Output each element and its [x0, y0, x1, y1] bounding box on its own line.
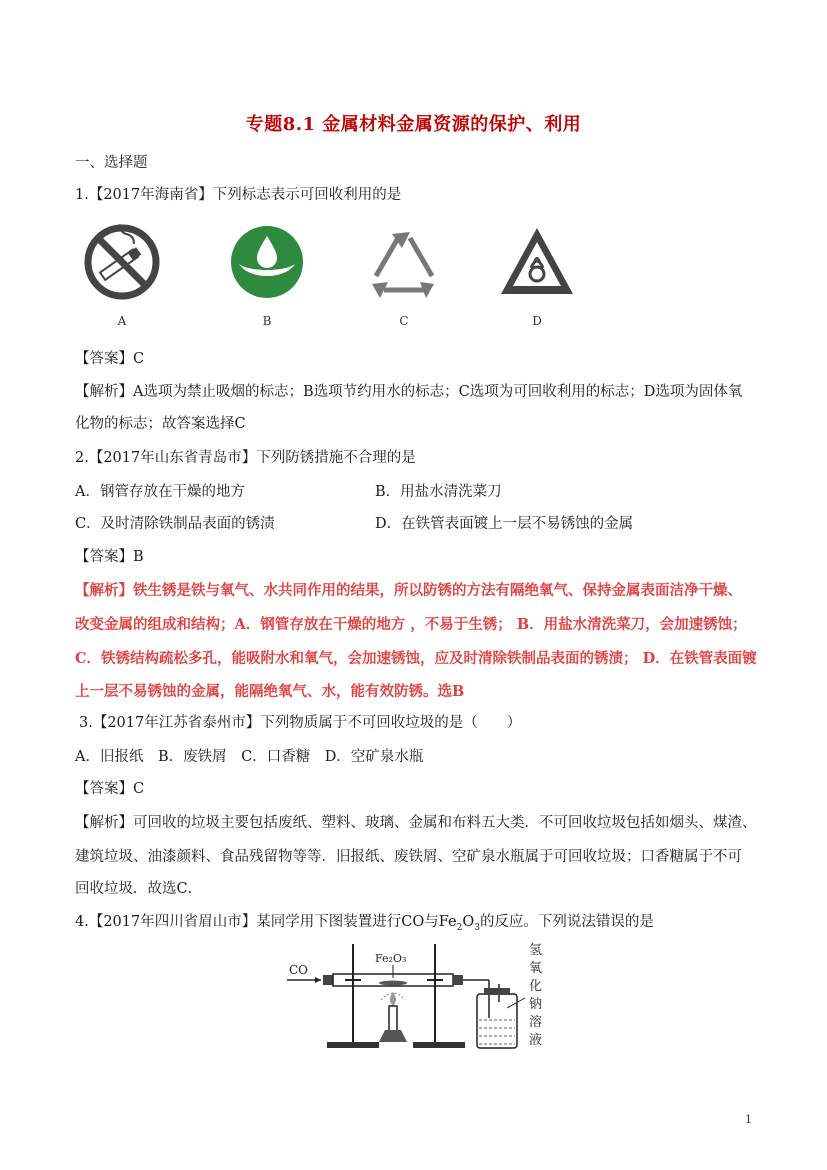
question-3-analysis-line-1: 【解析】可回收的垃圾主要包括废纸、塑料、玻璃、金属和布料五大类．不可回收垃圾包括如烟头、煤渣、	[75, 815, 757, 831]
question-2-option-b: B．用盐水清洗菜刀	[375, 484, 502, 500]
question-1-analysis-line-1: 【解析】A选项为禁止吸烟的标志；B选项节约用水的标志；C选项为可回收利用的标志；D选项为固体氧	[75, 384, 743, 400]
question-3-answer: 【答案】C	[75, 781, 145, 797]
question-2-option-a: A．钢管存放在干燥的地方	[75, 484, 245, 500]
question-2-analysis-line-4: 上一层不易锈蚀的金属，能隔绝氧气、水，能有效防锈。选B	[75, 683, 465, 700]
naoh-label-char-5: 溶	[529, 1015, 543, 1030]
question-4-stem-part-3: 的反应。下列说法错误的是	[479, 914, 654, 930]
water-saving-icon	[227, 222, 307, 302]
question-4-subscript-2: 3	[474, 922, 480, 933]
question-4-stem-part-1: 4.【2017年四川省眉山市】某同学用下图装置进行CO与Fe	[75, 914, 457, 930]
naoh-label-char-2: 氧	[529, 961, 543, 976]
question-2-option-d: D．在铁管表面镀上一层不易锈蚀的金属	[375, 516, 634, 532]
page-title: 专题8.1 金属材料金属资源的保护、利用	[245, 114, 582, 135]
question-4-subscript-1: 2	[456, 922, 463, 933]
question-3-options: A．旧报纸 B．废铁屑 C．口香糖 D．空矿泉水瓶	[75, 749, 424, 765]
question-3-analysis-line-2: 建筑垃圾、油漆颜料、食品残留物等等．旧报纸、废铁屑、空矿泉水瓶属于可回收垃圾；口香糖属于不可	[75, 849, 742, 865]
naoh-label-char-3: 化	[529, 979, 543, 994]
recycle-icon	[364, 222, 444, 302]
question-1-answer: 【答案】C	[75, 351, 145, 367]
question-1-analysis-line-2: 化物的标志；故答案选择C	[75, 416, 246, 432]
option-b-label: B	[262, 314, 272, 328]
question-2-options-row-1	[75, 483, 675, 501]
question-2-analysis-line-2: 改变金属的组成和结构；A．钢管存放在干燥的地方 ，不易于生锈； B．用盐水清洗菜刀，会加速锈蚀；	[75, 616, 747, 633]
option-a-label: A	[117, 314, 127, 328]
question-2-analysis-line-1: 【解析】铁生锈是铁与氧气、水共同作用的结果，所以防锈的方法有隔绝氧气、保持金属表面洁净干燥、	[75, 582, 742, 599]
question-4-stem	[75, 913, 654, 937]
question-1-stem: 1.【2017年海南省】下列标志表示可回收利用的是	[75, 187, 402, 203]
sign-options	[82, 222, 582, 332]
question-2-stem: 2.【2017年山东省青岛市】下列防锈措施不合理的是	[75, 450, 416, 466]
question-2-answer: 【答案】B	[75, 549, 144, 565]
question-4-stem-part-2: O	[462, 914, 475, 930]
naoh-label-char-4: 钠	[529, 997, 543, 1012]
question-2-analysis-line-3: C．铁锈结构疏松多孔，能吸附水和氧气，会加速锈蚀，应及时清除铁制品表面的锈渍； D．在铁管表面镀	[75, 650, 757, 667]
page-number: 1	[745, 1113, 752, 1126]
option-c-label: C	[399, 314, 409, 328]
naoh-label-char-6: 液	[529, 1033, 543, 1048]
oxidizer-warning-icon	[497, 222, 577, 302]
option-d-label: D	[532, 314, 542, 328]
question-2-option-c: C．及时清除铁制品表面的锈渍	[75, 516, 275, 532]
question-3-analysis-line-3: 回收垃圾．故选C．	[75, 881, 203, 897]
section-heading: 一、选择题	[75, 155, 148, 171]
question-2-options-row-2	[75, 515, 675, 533]
naoh-label-char-1: 氢	[529, 943, 543, 958]
no-smoking-icon	[82, 222, 162, 302]
co-reduction-apparatus-diagram	[285, 938, 555, 1060]
fe2o3-label: Fe₂O₃	[375, 952, 407, 965]
co-label: CO	[289, 963, 309, 977]
question-3-stem: 3.【2017年江苏省泰州市】下列物质属于不可回收垃圾的是（ ）	[79, 715, 522, 731]
